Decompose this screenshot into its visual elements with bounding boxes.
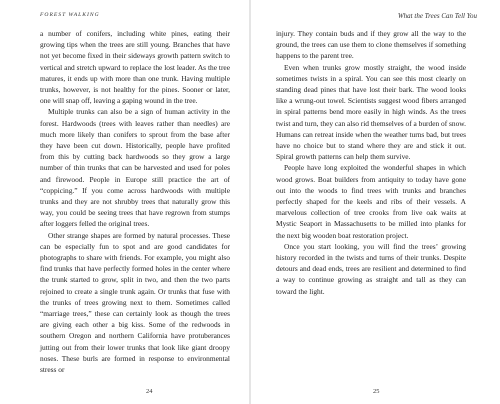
paragraph: a number of conifers, including white pines, eating their growing tips when the trees are still young. Branches that have not yet become fixed in their sideways growth pattern switch to vertical and stretch upward to replace the lost leader. As the tree matures, it ends up with more than one trunk. Having multiple trunks, however, is not healthy for the pines. Sooner or later, one will snap off, leaving a gaping wound in the tree. (40, 29, 230, 106)
left-page-body (40, 28, 230, 375)
page-number-left: 24 (146, 388, 153, 395)
right-page (251, 0, 500, 404)
paragraph: Once you start looking, you will find the trees’ growing history recorded in the twists and turns of their trunks. Despite detours and dead ends, trees are resilient and determined to find a way to continue growing as straight and tall as they can toward the light. (276, 241, 466, 296)
paragraph: Even when trunks grow mostly straight, the wood inside sometimes twists in a spiral. You can see this most clearly on standing dead pines that have lost their bark. The wood looks like a wrung-out towel. Scientists suggest wood fibers arranged in spiral patterns bend more easily in high winds. As the trees twist and turn, they can also rid themselves of a burden of snow. Humans can retreat inside when the weather turns bad, but trees have no choice but to stand where they are and stick it out. Spiral growth patterns can help them survive. (276, 62, 466, 162)
page-number-right: 25 (373, 388, 380, 395)
right-page-body (276, 28, 466, 297)
paragraph: injury. They contain buds and if they grow all the way to the ground, the trees can use them to clone themselves if something happens to the parent tree. (276, 29, 466, 61)
paragraph: People have long exploited the wonderful shapes in which wood grows. Boat builders from antiquity to today have gone out into the woods to find trees with trunks and branches perfectly shaped for the keels and ribs of their vessels. A marvelous collection of tree crooks from live oak waits at Mystic Seaport in Massachusetts to be milled into planks for the next big wooden boat restoration project. (276, 163, 466, 240)
running-head-right: What the Trees Can Tell You (397, 12, 477, 20)
paragraph: Other strange shapes are formed by natural processes. These can be especially fun to spot and are good candidates for photographs to share with friends. For example, you might also find trunks that have perfectly formed holes in the center where the trunk started to grow, split in two, and then the two parts rejoined to create a single trunk again. Or trunks that fuse with the trunks of trees growing next to them. Sometimes called “marriage trees,” these can certainly look as though the trees are giving each other a big kiss. Some of the redwoods in southern Oregon and northern California have protuberances jutting out from their lower trunks that look like giant droopy noses. These burls are formed in response to environmental stress or (40, 230, 230, 375)
running-head-left: FOREST WALKING (40, 12, 100, 18)
paragraph: Multiple trunks can also be a sign of human activity in the forest. Hardwoods (trees with leaves rather than needles) are much more likely than conifers to sprout from the base after they have been cut down. Historically, people have profited from this by cutting back hardwoods so they grow a large number of thin trunks that can be harvested and used for poles and firewood. People in Europe still practice the art of “coppicing.” If you come across hardwoods with multiple trunks and they are not shrubby trees that naturally grow this way, you could be seeing trees that have regrown from stumps after loggers felled the original trees. (40, 107, 230, 229)
